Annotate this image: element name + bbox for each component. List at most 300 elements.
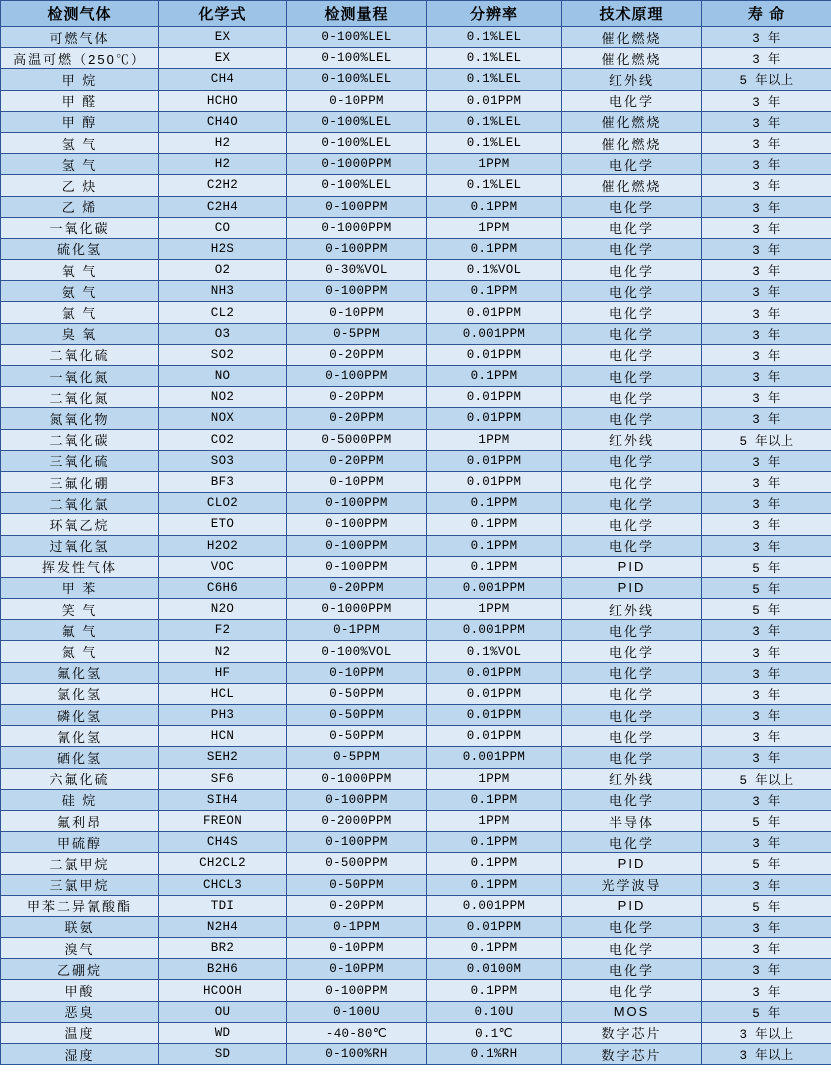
table-row — [1, 366, 831, 387]
cell-principle: 电化学 — [562, 535, 702, 556]
table-row — [1, 747, 831, 768]
cell-principle: 催化燃烧 — [562, 175, 702, 196]
cell-formula: SO3 — [159, 450, 287, 471]
cell-formula: H2O2 — [159, 535, 287, 556]
cell-resolution: 1PPM — [427, 429, 562, 450]
cell-resolution: 0.0100M — [427, 959, 562, 980]
cell-gas: 氮氧化物 — [1, 408, 159, 429]
cell-resolution: 0.1PPM — [427, 366, 562, 387]
cell-range: 0-100%LEL — [287, 69, 427, 90]
cell-gas: 过氧化氢 — [1, 535, 159, 556]
cell-formula: ETO — [159, 514, 287, 535]
cell-formula: SF6 — [159, 768, 287, 789]
cell-lifetime: 3 年 — [702, 344, 831, 365]
cell-gas: 溴气 — [1, 938, 159, 959]
cell-lifetime: 3 年 — [702, 387, 831, 408]
cell-gas: 笑 气 — [1, 599, 159, 620]
cell-formula: O2 — [159, 260, 287, 281]
cell-formula: CH4 — [159, 69, 287, 90]
table-row — [1, 344, 831, 365]
cell-range: 0-100PPM — [287, 493, 427, 514]
cell-resolution: 0.1PPM — [427, 514, 562, 535]
table-row — [1, 154, 831, 175]
cell-resolution: 0.1%VOL — [427, 260, 562, 281]
cell-resolution: 1PPM — [427, 154, 562, 175]
cell-principle: 电化学 — [562, 450, 702, 471]
cell-gas: 氯化氢 — [1, 683, 159, 704]
cell-lifetime: 3 年 — [702, 408, 831, 429]
cell-gas: 甲 烷 — [1, 69, 159, 90]
cell-resolution: 0.01PPM — [427, 408, 562, 429]
cell-gas: 三氧化硫 — [1, 450, 159, 471]
cell-lifetime: 3 年 — [702, 747, 831, 768]
cell-lifetime: 3 年 — [702, 175, 831, 196]
cell-principle: 电化学 — [562, 281, 702, 302]
table-row — [1, 196, 831, 217]
cell-resolution: 0.1%RH — [427, 1044, 562, 1065]
cell-lifetime: 3 年 — [702, 641, 831, 662]
cell-range: 0-100PPM — [287, 514, 427, 535]
cell-gas: 氰化氢 — [1, 726, 159, 747]
cell-formula: H2 — [159, 154, 287, 175]
cell-principle: 电化学 — [562, 705, 702, 726]
cell-formula: F2 — [159, 620, 287, 641]
table-row — [1, 556, 831, 577]
table-row — [1, 387, 831, 408]
cell-lifetime: 3 年 — [702, 874, 831, 895]
table-row — [1, 789, 831, 810]
cell-formula: OU — [159, 1001, 287, 1022]
cell-lifetime: 5 年 — [702, 810, 831, 831]
cell-formula: C2H2 — [159, 175, 287, 196]
cell-resolution: 0.1PPM — [427, 196, 562, 217]
cell-range: 0-10PPM — [287, 662, 427, 683]
cell-lifetime: 3 年 — [702, 535, 831, 556]
cell-gas: 磷化氢 — [1, 705, 159, 726]
cell-resolution: 0.1%VOL — [427, 641, 562, 662]
cell-range: 0-1PPM — [287, 916, 427, 937]
cell-formula: CH4O — [159, 111, 287, 132]
cell-principle: PID — [562, 853, 702, 874]
cell-gas: 甲 醇 — [1, 111, 159, 132]
cell-gas: 氢 气 — [1, 132, 159, 153]
cell-range: 0-5PPM — [287, 323, 427, 344]
cell-resolution: 0.1PPM — [427, 281, 562, 302]
cell-formula: O3 — [159, 323, 287, 344]
cell-lifetime: 3 年 — [702, 48, 831, 69]
cell-formula: VOC — [159, 556, 287, 577]
cell-principle: 电化学 — [562, 408, 702, 429]
table-row — [1, 916, 831, 937]
cell-lifetime: 3 年 — [702, 27, 831, 48]
cell-gas: 三氟化硼 — [1, 471, 159, 492]
cell-range: 0-1000PPM — [287, 154, 427, 175]
cell-gas: 臭 氧 — [1, 323, 159, 344]
cell-range: 0-1PPM — [287, 620, 427, 641]
cell-lifetime: 3 年 — [702, 514, 831, 535]
cell-formula: NO2 — [159, 387, 287, 408]
cell-principle: 电化学 — [562, 196, 702, 217]
cell-gas: 乙硼烷 — [1, 959, 159, 980]
cell-resolution: 0.1PPM — [427, 535, 562, 556]
cell-gas: 甲苯二异氰酸酯 — [1, 895, 159, 916]
cell-principle: 电化学 — [562, 302, 702, 323]
cell-principle: 电化学 — [562, 789, 702, 810]
cell-principle: PID — [562, 577, 702, 598]
cell-formula: NOX — [159, 408, 287, 429]
cell-range: 0-100%VOL — [287, 641, 427, 662]
cell-principle: 数字芯片 — [562, 1044, 702, 1065]
cell-resolution: 0.01PPM — [427, 450, 562, 471]
cell-formula: C2H4 — [159, 196, 287, 217]
cell-lifetime: 3 年 — [702, 705, 831, 726]
cell-gas: 氮 气 — [1, 641, 159, 662]
cell-range: 0-10PPM — [287, 959, 427, 980]
cell-range: 0-100%LEL — [287, 27, 427, 48]
cell-lifetime: 3 年以上 — [702, 1022, 831, 1043]
cell-resolution: 0.01PPM — [427, 726, 562, 747]
cell-resolution: 0.001PPM — [427, 747, 562, 768]
table-row — [1, 69, 831, 90]
table-row — [1, 175, 831, 196]
cell-resolution: 1PPM — [427, 599, 562, 620]
cell-gas: 甲酸 — [1, 980, 159, 1001]
cell-lifetime: 3 年 — [702, 132, 831, 153]
cell-lifetime: 5 年 — [702, 1001, 831, 1022]
cell-range: 0-100PPM — [287, 980, 427, 1001]
cell-resolution: 0.01PPM — [427, 662, 562, 683]
table-row — [1, 535, 831, 556]
cell-range: 0-100PPM — [287, 789, 427, 810]
cell-resolution: 0.01PPM — [427, 387, 562, 408]
cell-principle: 催化燃烧 — [562, 132, 702, 153]
cell-range: 0-100%RH — [287, 1044, 427, 1065]
cell-principle: 电化学 — [562, 683, 702, 704]
cell-resolution: 0.1PPM — [427, 938, 562, 959]
cell-range: 0-20PPM — [287, 895, 427, 916]
cell-range: 0-50PPM — [287, 705, 427, 726]
cell-lifetime: 3 年 — [702, 938, 831, 959]
cell-formula: SD — [159, 1044, 287, 1065]
cell-formula: CO2 — [159, 429, 287, 450]
cell-gas: 氟化氢 — [1, 662, 159, 683]
cell-formula: TDI — [159, 895, 287, 916]
cell-gas: 一氧化氮 — [1, 366, 159, 387]
cell-resolution: 0.1PPM — [427, 238, 562, 259]
cell-formula: N2O — [159, 599, 287, 620]
cell-gas: 氢 气 — [1, 154, 159, 175]
cell-gas: 环氧乙烷 — [1, 514, 159, 535]
cell-resolution: 1PPM — [427, 217, 562, 238]
cell-principle: 红外线 — [562, 429, 702, 450]
cell-formula: N2 — [159, 641, 287, 662]
cell-lifetime: 3 年 — [702, 217, 831, 238]
column-header-formula: 化学式 — [159, 1, 287, 27]
table-row — [1, 980, 831, 1001]
cell-lifetime: 3 年 — [702, 154, 831, 175]
cell-gas: 六氟化硫 — [1, 768, 159, 789]
table-row — [1, 1022, 831, 1043]
cell-formula: HCN — [159, 726, 287, 747]
table-row — [1, 768, 831, 789]
cell-range: 0-10PPM — [287, 938, 427, 959]
cell-lifetime: 3 年 — [702, 959, 831, 980]
cell-formula: HCOOH — [159, 980, 287, 1001]
cell-principle: 催化燃烧 — [562, 48, 702, 69]
cell-range: 0-100%LEL — [287, 48, 427, 69]
cell-range: 0-1000PPM — [287, 217, 427, 238]
table-row — [1, 641, 831, 662]
cell-formula: HCL — [159, 683, 287, 704]
cell-gas: 可燃气体 — [1, 27, 159, 48]
table-row — [1, 1001, 831, 1022]
cell-resolution: 0.1PPM — [427, 556, 562, 577]
cell-principle: PID — [562, 556, 702, 577]
table-row — [1, 1044, 831, 1065]
cell-range: 0-10PPM — [287, 302, 427, 323]
cell-lifetime: 3 年以上 — [702, 1044, 831, 1065]
cell-range: 0-100PPM — [287, 832, 427, 853]
cell-formula: HF — [159, 662, 287, 683]
cell-lifetime: 3 年 — [702, 260, 831, 281]
table-row — [1, 493, 831, 514]
cell-formula: WD — [159, 1022, 287, 1043]
cell-formula: EX — [159, 48, 287, 69]
cell-range: 0-100PPM — [287, 366, 427, 387]
cell-principle: 电化学 — [562, 832, 702, 853]
table-row — [1, 132, 831, 153]
cell-principle: 电化学 — [562, 344, 702, 365]
table-row — [1, 281, 831, 302]
cell-lifetime: 3 年 — [702, 726, 831, 747]
cell-principle: 红外线 — [562, 69, 702, 90]
cell-lifetime: 5 年 — [702, 577, 831, 598]
cell-principle: 电化学 — [562, 641, 702, 662]
cell-range: 0-100PPM — [287, 196, 427, 217]
cell-resolution: 0.01PPM — [427, 705, 562, 726]
cell-resolution: 0.1%LEL — [427, 69, 562, 90]
cell-principle: 电化学 — [562, 323, 702, 344]
cell-lifetime: 5 年 — [702, 853, 831, 874]
cell-gas: 二氧化碳 — [1, 429, 159, 450]
cell-lifetime: 3 年 — [702, 450, 831, 471]
cell-range: 0-20PPM — [287, 408, 427, 429]
column-header-range: 检测量程 — [287, 1, 427, 27]
table-row — [1, 27, 831, 48]
cell-gas: 挥发性气体 — [1, 556, 159, 577]
cell-resolution: 0.01PPM — [427, 471, 562, 492]
cell-formula: BF3 — [159, 471, 287, 492]
cell-range: 0-10PPM — [287, 471, 427, 492]
table-row — [1, 48, 831, 69]
cell-principle: 催化燃烧 — [562, 111, 702, 132]
cell-lifetime: 3 年 — [702, 196, 831, 217]
cell-principle: 数字芯片 — [562, 1022, 702, 1043]
table-row — [1, 217, 831, 238]
cell-resolution: 0.10U — [427, 1001, 562, 1022]
column-header-gas: 检测气体 — [1, 1, 159, 27]
cell-principle: 电化学 — [562, 980, 702, 1001]
table-header — [1, 1, 831, 27]
cell-formula: SEH2 — [159, 747, 287, 768]
cell-range: 0-5000PPM — [287, 429, 427, 450]
cell-gas: 甲硫醇 — [1, 832, 159, 853]
cell-gas: 甲 苯 — [1, 577, 159, 598]
cell-range: 0-100%LEL — [287, 175, 427, 196]
cell-gas: 乙 烯 — [1, 196, 159, 217]
cell-resolution: 0.1PPM — [427, 980, 562, 1001]
cell-lifetime: 3 年 — [702, 683, 831, 704]
table-row — [1, 260, 831, 281]
table-header-row — [1, 1, 831, 27]
cell-formula: H2S — [159, 238, 287, 259]
table-row — [1, 408, 831, 429]
cell-formula: SO2 — [159, 344, 287, 365]
cell-lifetime: 3 年 — [702, 980, 831, 1001]
cell-principle: PID — [562, 895, 702, 916]
table-row — [1, 450, 831, 471]
cell-resolution: 0.1℃ — [427, 1022, 562, 1043]
cell-formula: FREON — [159, 810, 287, 831]
cell-resolution: 0.01PPM — [427, 302, 562, 323]
cell-formula: CLO2 — [159, 493, 287, 514]
cell-lifetime: 3 年 — [702, 323, 831, 344]
cell-resolution: 0.001PPM — [427, 323, 562, 344]
cell-formula: H2 — [159, 132, 287, 153]
table-row — [1, 90, 831, 111]
cell-gas: 温度 — [1, 1022, 159, 1043]
cell-range: 0-50PPM — [287, 683, 427, 704]
cell-principle: 电化学 — [562, 726, 702, 747]
cell-range: 0-100PPM — [287, 281, 427, 302]
cell-principle: 电化学 — [562, 959, 702, 980]
cell-lifetime: 3 年 — [702, 789, 831, 810]
cell-principle: 电化学 — [562, 366, 702, 387]
cell-principle: 电化学 — [562, 493, 702, 514]
table-row — [1, 302, 831, 323]
cell-gas: 恶臭 — [1, 1001, 159, 1022]
cell-lifetime: 5 年以上 — [702, 429, 831, 450]
cell-principle: 电化学 — [562, 514, 702, 535]
cell-gas: 联氨 — [1, 916, 159, 937]
cell-gas: 二氯甲烷 — [1, 853, 159, 874]
table-row — [1, 111, 831, 132]
cell-range: 0-20PPM — [287, 387, 427, 408]
cell-gas: 高温可燃（250℃） — [1, 48, 159, 69]
cell-formula: N2H4 — [159, 916, 287, 937]
cell-lifetime: 3 年 — [702, 90, 831, 111]
cell-principle: 电化学 — [562, 260, 702, 281]
cell-principle: 红外线 — [562, 599, 702, 620]
table-row — [1, 599, 831, 620]
cell-range: 0-50PPM — [287, 874, 427, 895]
cell-gas: 二氧化氮 — [1, 387, 159, 408]
cell-range: 0-2000PPM — [287, 810, 427, 831]
cell-range: 0-100PPM — [287, 238, 427, 259]
table-row — [1, 577, 831, 598]
table-row — [1, 810, 831, 831]
cell-resolution: 0.1PPM — [427, 874, 562, 895]
cell-range: 0-30%VOL — [287, 260, 427, 281]
cell-lifetime: 3 年 — [702, 916, 831, 937]
cell-resolution: 0.1PPM — [427, 832, 562, 853]
cell-formula: B2H6 — [159, 959, 287, 980]
cell-formula: EX — [159, 27, 287, 48]
cell-formula: BR2 — [159, 938, 287, 959]
cell-gas: 硅 烷 — [1, 789, 159, 810]
table-row — [1, 726, 831, 747]
cell-lifetime: 3 年 — [702, 493, 831, 514]
cell-range: 0-100%LEL — [287, 111, 427, 132]
cell-range: 0-20PPM — [287, 577, 427, 598]
cell-lifetime: 5 年 — [702, 556, 831, 577]
table-row — [1, 429, 831, 450]
cell-lifetime: 5 年以上 — [702, 768, 831, 789]
cell-lifetime: 3 年 — [702, 471, 831, 492]
table-row — [1, 895, 831, 916]
cell-gas: 氧 气 — [1, 260, 159, 281]
cell-principle: 电化学 — [562, 154, 702, 175]
table-row — [1, 832, 831, 853]
cell-range: 0-100PPM — [287, 535, 427, 556]
cell-range: 0-50PPM — [287, 726, 427, 747]
cell-lifetime: 5 年 — [702, 599, 831, 620]
cell-principle: 电化学 — [562, 90, 702, 111]
table-row — [1, 514, 831, 535]
cell-principle: 催化燃烧 — [562, 27, 702, 48]
table-body — [1, 27, 831, 1065]
cell-formula: NH3 — [159, 281, 287, 302]
cell-gas: 氯 气 — [1, 302, 159, 323]
cell-range: 0-20PPM — [287, 344, 427, 365]
cell-formula: CH2CL2 — [159, 853, 287, 874]
cell-lifetime: 3 年 — [702, 366, 831, 387]
cell-resolution: 0.001PPM — [427, 895, 562, 916]
cell-principle: 电化学 — [562, 662, 702, 683]
table-row — [1, 874, 831, 895]
cell-range: 0-20PPM — [287, 450, 427, 471]
cell-lifetime: 3 年 — [702, 238, 831, 259]
cell-formula: CO — [159, 217, 287, 238]
cell-principle: 电化学 — [562, 471, 702, 492]
cell-formula: C6H6 — [159, 577, 287, 598]
cell-resolution: 0.1%LEL — [427, 175, 562, 196]
cell-resolution: 0.1%LEL — [427, 27, 562, 48]
cell-resolution: 0.1PPM — [427, 789, 562, 810]
cell-gas: 二氧化硫 — [1, 344, 159, 365]
cell-lifetime: 3 年 — [702, 111, 831, 132]
cell-resolution: 0.01PPM — [427, 90, 562, 111]
table-row — [1, 959, 831, 980]
cell-range: 0-1000PPM — [287, 768, 427, 789]
cell-gas: 硒化氢 — [1, 747, 159, 768]
cell-gas: 乙 炔 — [1, 175, 159, 196]
cell-range: 0-1000PPM — [287, 599, 427, 620]
cell-resolution: 0.1%LEL — [427, 48, 562, 69]
cell-principle: 电化学 — [562, 238, 702, 259]
cell-formula: NO — [159, 366, 287, 387]
cell-principle: 电化学 — [562, 387, 702, 408]
cell-resolution: 0.001PPM — [427, 620, 562, 641]
cell-range: 0-100PPM — [287, 556, 427, 577]
cell-principle: 电化学 — [562, 620, 702, 641]
cell-gas: 湿度 — [1, 1044, 159, 1065]
cell-lifetime: 3 年 — [702, 662, 831, 683]
cell-principle: MOS — [562, 1001, 702, 1022]
cell-range: 0-100U — [287, 1001, 427, 1022]
cell-gas: 氟利昂 — [1, 810, 159, 831]
cell-lifetime: 3 年 — [702, 302, 831, 323]
